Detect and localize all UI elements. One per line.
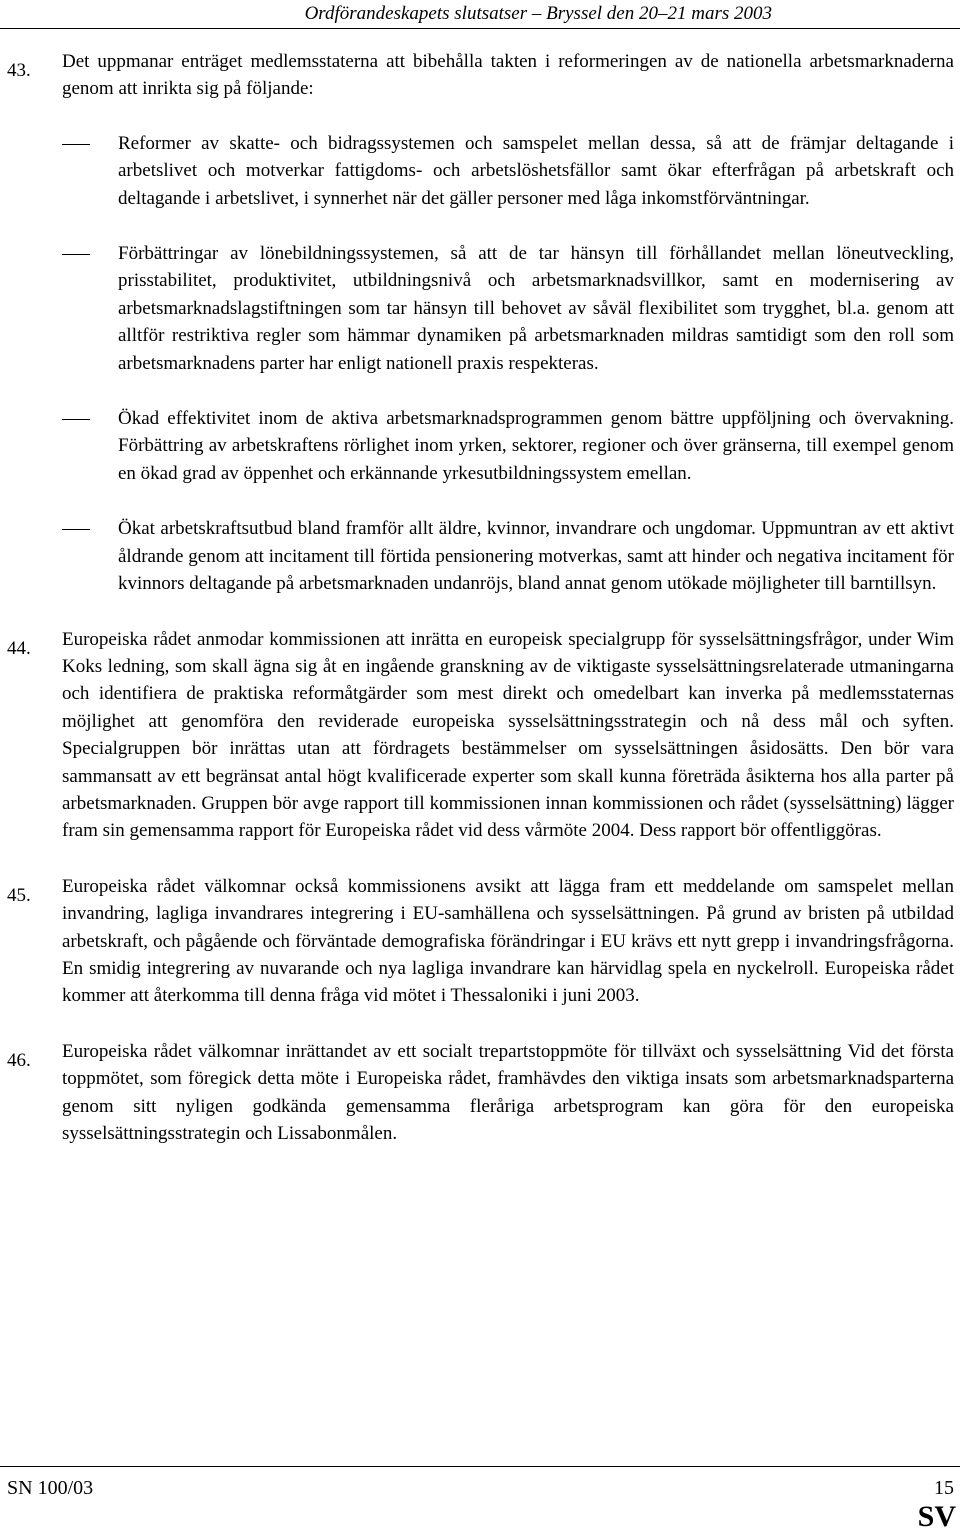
page-footer (0, 1466, 960, 1534)
dash-bullet-icon (62, 144, 90, 145)
language-code: SV (917, 1500, 956, 1533)
list-item-text: Ökad effektivitet inom de aktiva arbetsmarknadsprogrammen genom bättre uppföljning och övervakning. Förbättring av arbetskraftens rörlighet inom yrken, sektorer, regioner och över gränserna, till exempel genom en ökad grad av öppenhet och erkännande yrkesutbildningssystem emellan. (118, 408, 954, 484)
paragraph-text: Det uppmanar enträget medlemsstaterna att bibehålla takten i reformeringen av de nationella arbetsmarknaderna genom att inrikta sig på följande: (62, 51, 954, 100)
document-body (0, 48, 960, 1147)
list-item-text: Reformer av skatte- och bidragssystemen och samspelet mellan dessa, så att de främjar deltagande i arbetslivet och motverkar fattigdoms- och arbetslöshetsfällor samt ökar efterfrågan på arbetskraft och deltagande i arbetslivet, i synnerhet när det gäller personer med låga inkomstförväntningar. (118, 132, 954, 209)
list-item (0, 515, 960, 597)
paragraph-number: 45. (7, 884, 31, 906)
running-title: Ordförandeskapets slutsatser – Bryssel den 20–21 mars 2003 (304, 3, 772, 24)
dash-bullet-icon (62, 529, 90, 530)
list-item-text: Ökat arbetskraftsutbud bland framför allt äldre, kvinnor, invandrare och ungdomar. Uppmuntran av ett aktivt åldrande genom att incitament till förtida pensionering motverkas, samt att hinder och negativa incitament för kvinnors deltagande på arbetsmarknaden undanröjs, bland annat genom utökade möjligheter till barntillsyn. (118, 518, 954, 595)
paragraph-text: Europeiska rådet välkomnar också kommissionens avsikt att lägga fram ett meddelande om samspelet mellan invandring, lagliga invandrares integrering i EU-samhällena och sysselsättningen. På grund av bristen på utbildad arbetskraft, och pågående och förväntade demografiska förändringar i EU krävs ett nytt grepp i invandringsfrågorna. En smidig integrering av nuvarande och nya lagliga invandrare kan härvidlag spela en nyckelroll. Europeiska rådet kommer att återkomma till denna fråga vid mötet i Thessaloniki i juni 2003. (62, 875, 954, 1007)
paragraph-text: Europeiska rådet välkomnar inrättandet av ett socialt trepartstoppmöte för tillväxt och sysselsättning Vid det första toppmötet, som föregick detta möte i Europeiska rådet, framhävdes den viktiga insats som arbetsmarknadsparterna genom sitt nyligen godkända gemensamma fleråriga arbetsprogram kan göra för den europeiska sysselsättningsstrategin och Lissabonmålen. (62, 1040, 954, 1144)
list-item (0, 130, 960, 212)
list-item (0, 240, 960, 377)
dash-bullet-icon (62, 254, 90, 255)
paragraph-45 (0, 873, 960, 1010)
paragraph-text: Europeiska rådet anmodar kommissionen att inrätta en europeisk specialgrupp för sysselsättningsfrågor, under Wim Koks ledning, som skall ägna sig åt en ingående granskning av de viktigaste sysselsättningsrelaterade utmaningarna och identifiera de praktiska reformåtgärder som mest direkt och omedelbart kan inverka på medlemsstaternas möjlighet att genomföra den reviderade europeiska sysselsättningsstrategin och nå dess mål och syften. Specialgruppen bör inrättas utan att fördragets bestämmelser om sysselsättningen åsidosätts. Den bör vara sammansatt av ett begränsat antal högt kvalificerade experter som skall kunna företräda åsikterna hos alla parter på arbetsmarknaden. Gruppen bör avge rapport till kommissionen innan kommissionen och rådet (sysselsättning) lägger fram sin gemensamma rapport för Europeiska rådet vid dess vårmöte 2004. Dess rapport bör offentliggöras. (62, 628, 954, 842)
paragraph-43 (0, 48, 960, 103)
footer-divider (0, 1466, 960, 1467)
paragraph-44 (0, 626, 960, 845)
paragraph-number: 43. (7, 60, 31, 81)
list-item-text: Förbättringar av lönebildningssystemen, så att de tar hänsyn till förhållandet mellan löneutveckling, prisstabilitet, produktivitet, utbildningsnivå och arbetsmarknadsvillkor, samt en modernisering av arbetsmarknadslagstiftningen som tar hänsyn till behovet av såväl flexibilitet som trygghet, bl.a. genom att alltför restriktiva regler som hämmar dynamiken på arbetsmarknaden mildras samtidigt som den roll som arbetsmarknadens parter har enligt nationell praxis respekteras. (118, 243, 954, 374)
page-header (0, 2, 960, 29)
page-number: 15 (934, 1477, 954, 1499)
list-item (0, 405, 960, 487)
paragraph-46 (0, 1038, 960, 1148)
document-reference: SN 100/03 (7, 1477, 94, 1499)
dash-bullet-icon (62, 419, 90, 420)
paragraph-number: 46. (7, 1049, 31, 1071)
paragraph-number: 44. (7, 637, 31, 659)
